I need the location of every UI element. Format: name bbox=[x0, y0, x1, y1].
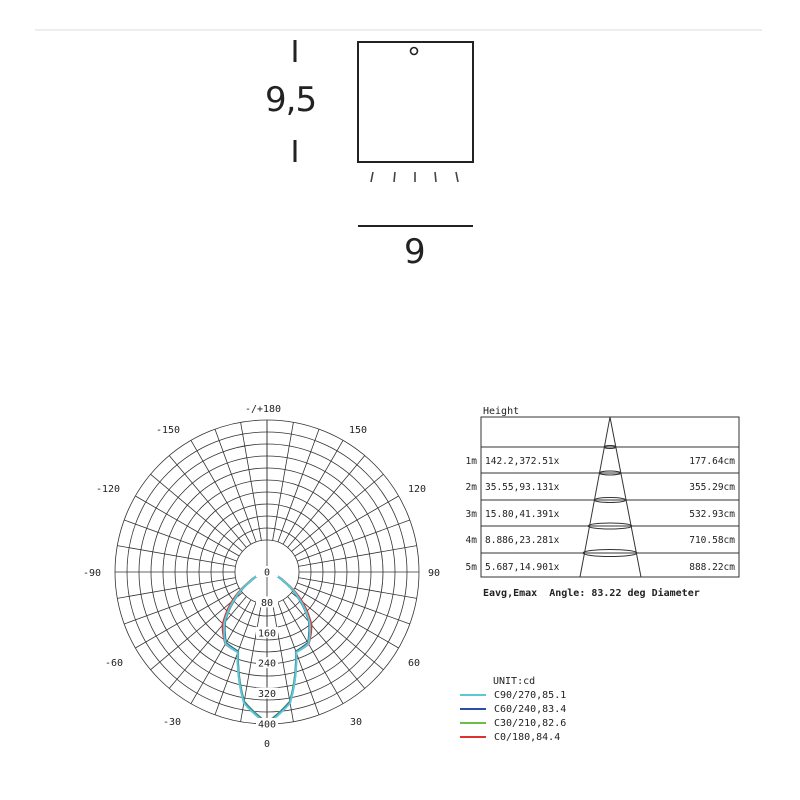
table-row-diameter: 177.64cm bbox=[689, 456, 735, 467]
legend-item bbox=[460, 703, 566, 715]
table-header: Height bbox=[483, 406, 520, 417]
angle-label-top: -/+180 bbox=[244, 404, 282, 415]
table-row-height: 3m bbox=[465, 509, 477, 520]
legend-label: C90/270,85.1 bbox=[494, 689, 567, 701]
polar-spoke bbox=[124, 583, 237, 624]
polar-spoke bbox=[278, 602, 319, 715]
polar-spoke bbox=[215, 602, 256, 715]
radial-label: 160 bbox=[257, 628, 277, 640]
radial-label: 320 bbox=[257, 689, 277, 701]
angle-label-120: 120 bbox=[407, 484, 427, 495]
table-rows bbox=[466, 456, 736, 573]
legend-label: C60/240,83.4 bbox=[494, 703, 567, 715]
table-row-diameter: 532.93cm bbox=[689, 509, 735, 520]
angle-label-60: 60 bbox=[407, 658, 421, 669]
radial-label: 0 bbox=[263, 567, 271, 579]
fixture-body bbox=[358, 42, 473, 162]
polar-spoke bbox=[117, 546, 235, 567]
legend-label: C0/180,84.4 bbox=[494, 731, 561, 743]
angle-label-minus-30: -30 bbox=[162, 717, 182, 728]
legend-label: C30/210,82.6 bbox=[494, 717, 567, 729]
table-row-values: 5.687,14.901x bbox=[485, 562, 560, 573]
legend-swatch bbox=[460, 694, 486, 696]
angle-label-minus-90: -90 bbox=[82, 568, 102, 579]
radial-label: 80 bbox=[260, 597, 274, 609]
polar-spoke bbox=[117, 578, 235, 599]
table-row-diameter: 888.22cm bbox=[689, 562, 735, 573]
polar-spoke bbox=[215, 429, 256, 542]
legend-item bbox=[460, 717, 566, 729]
table-row-diameter: 710.58cm bbox=[689, 535, 735, 546]
polar-candela-diagram bbox=[0, 390, 460, 770]
angle-label-minus-120: -120 bbox=[95, 484, 121, 495]
polar-spoke bbox=[299, 546, 417, 567]
polar-spoke bbox=[299, 578, 417, 599]
angle-label-150: 150 bbox=[348, 425, 368, 436]
table-row-height: 2m bbox=[465, 482, 477, 493]
angle-label-minus-60: -60 bbox=[104, 658, 124, 669]
legend-swatch bbox=[460, 722, 486, 724]
angle-label-30: 30 bbox=[349, 717, 363, 728]
illuminance-table bbox=[450, 400, 750, 615]
angle-label-bottom: 0 bbox=[263, 739, 271, 750]
legend-unit: UNIT:cd bbox=[493, 676, 536, 687]
product-drawing bbox=[0, 0, 800, 290]
polar-spoke bbox=[124, 520, 237, 561]
height-dimension-label: 9,5 bbox=[265, 80, 317, 120]
legend-item bbox=[460, 731, 560, 743]
table-row-values: 15.80,41.391x bbox=[485, 509, 560, 520]
polar-spoke bbox=[297, 583, 410, 624]
width-dimension-label: 9 bbox=[404, 232, 425, 272]
table-footer: Eavg,Emax Angle: 83.22 deg Diameter bbox=[483, 588, 700, 599]
legend-swatch bbox=[460, 736, 486, 738]
fixture-mount-hole bbox=[411, 48, 418, 55]
polar-spoke bbox=[278, 429, 319, 542]
polar-spoke bbox=[241, 422, 262, 540]
radial-label: 400 bbox=[257, 719, 277, 731]
table-row-height: 5m bbox=[465, 562, 477, 573]
polar-spoke bbox=[273, 422, 294, 540]
table-row-values: 8.886,23.281x bbox=[485, 535, 560, 546]
legend-item bbox=[460, 689, 566, 701]
angle-label-minus-150: -150 bbox=[155, 425, 181, 436]
table-row-values: 35.55,93.131x bbox=[485, 482, 560, 493]
table-row-height: 4m bbox=[465, 535, 477, 546]
angle-label-90: 90 bbox=[427, 568, 441, 579]
radial-label: 240 bbox=[257, 658, 277, 670]
polar-spoke bbox=[297, 520, 410, 561]
table-row-diameter: 355.29cm bbox=[689, 482, 735, 493]
light-rays bbox=[371, 172, 458, 182]
table-row-values: 142.2,372.51x bbox=[485, 456, 560, 467]
table-row-height: 1m bbox=[465, 456, 477, 467]
legend-swatch bbox=[460, 708, 486, 710]
